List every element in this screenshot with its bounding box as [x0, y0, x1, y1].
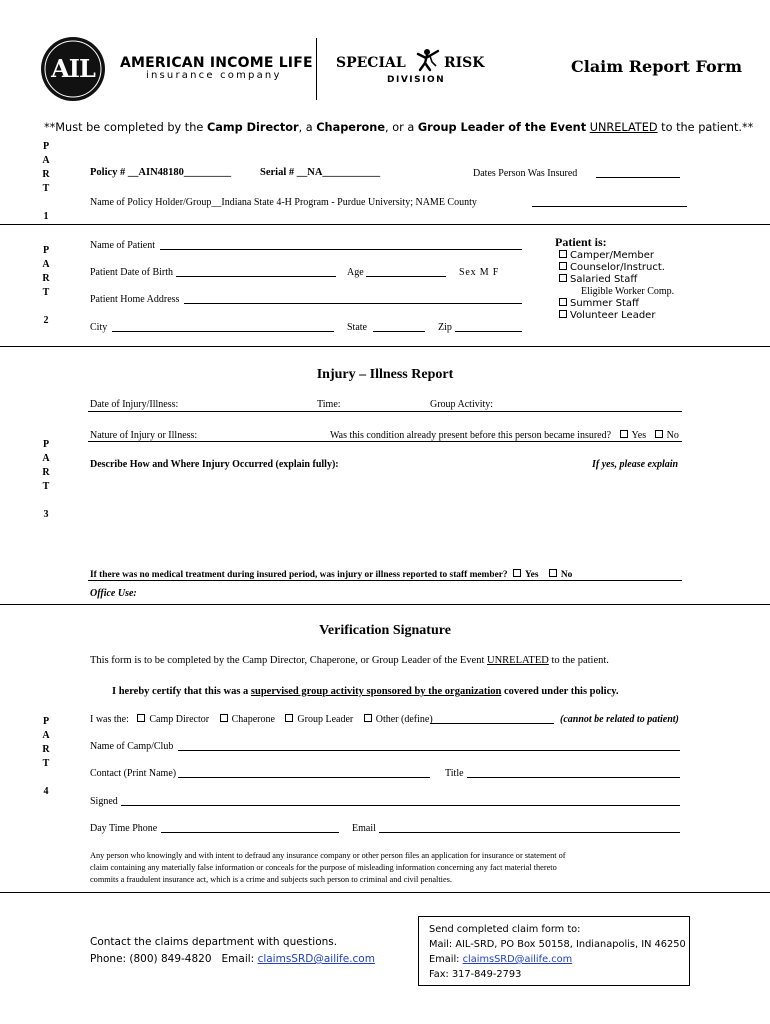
verification-intro: This form is to be completed by the Camp Director, Chaperone, or Group Leader of the Event UNRELATED to the patient.	[90, 655, 609, 666]
dates-insured-input[interactable]	[596, 167, 680, 178]
patient-address-input[interactable]	[184, 293, 522, 304]
title-input[interactable]	[467, 767, 680, 778]
part-1-divider	[0, 224, 770, 225]
patient-name-input[interactable]	[160, 239, 522, 250]
state-input[interactable]	[373, 321, 425, 332]
company-name: AMERICAN INCOME LIFE	[120, 55, 313, 71]
part-4-divider	[0, 892, 770, 893]
patient-dob-input[interactable]	[176, 266, 336, 277]
patient-is-label: Patient is:	[555, 235, 607, 249]
describe-injury-label: Describe How and Where Injury Occurred (explain fully):	[90, 459, 339, 470]
title-label: Title	[445, 768, 464, 779]
patient-type-volunteer-leader[interactable]: Volunteer Leader	[557, 310, 674, 322]
patient-type-summer-staff[interactable]: Summer Staff	[557, 298, 674, 310]
contact-name-label: Contact (Print Name)	[90, 768, 177, 779]
zip-input[interactable]	[455, 321, 522, 332]
serial-number-field[interactable]: Serial # __NA___________	[260, 167, 381, 178]
certification-statement: I hereby certify that this was a supervised group activity sponsored by the organization covered under this policy.	[112, 686, 619, 697]
patient-address-label: Patient Home Address	[90, 294, 180, 305]
company-subtitle: insurance company	[146, 70, 282, 81]
if-yes-explain-label: If yes, please explain	[592, 459, 679, 470]
city-input[interactable]	[112, 321, 334, 332]
contact-claims-line: Contact the claims department with questions.	[90, 936, 338, 948]
group-activity-label: Group Activity:	[430, 399, 494, 410]
division-label: DIVISION	[387, 75, 446, 85]
describe-injury-textarea[interactable]	[88, 475, 682, 565]
patient-type-list	[557, 250, 674, 322]
checkbox-icon[interactable]	[559, 262, 567, 270]
camp-name-label: Name of Camp/Club	[90, 741, 174, 752]
nature-injury-label: Nature of Injury or Illness:	[90, 430, 198, 441]
performer-figure-icon	[416, 48, 442, 72]
group-leader-checkbox-icon[interactable]	[285, 714, 293, 722]
injury-illness-title: Injury – Illness Report	[316, 367, 454, 382]
email-input[interactable]	[379, 822, 680, 833]
checkbox-icon[interactable]	[559, 274, 567, 282]
patient-type-camper[interactable]: Camper/Member	[557, 250, 674, 262]
policy-holder-label: Name of Policy Holder/Group__Indiana State 4-H Program - Purdue University; NAME County	[90, 197, 477, 208]
division-left: SPECIAL	[336, 55, 406, 71]
email-label: Email	[352, 823, 376, 834]
part-4-label: P A R T 4	[42, 716, 50, 797]
role-selection: I was the: Camp Director Chaperone Group Leader Other (define)	[90, 714, 433, 725]
box-claims-email-link[interactable]: claimsSRD@ailife.com	[462, 954, 573, 965]
no-treatment-line	[88, 570, 682, 581]
contact-phone-email: Phone: (800) 849-4820 Email: claimsSRD@ailife.com	[90, 953, 375, 965]
part-3-label: P A R T 3	[42, 439, 50, 520]
state-label: State	[347, 322, 367, 333]
contact-name-input[interactable]	[178, 767, 430, 778]
part-2-label: P A R T 2	[42, 245, 50, 326]
age-label: Age	[347, 267, 364, 278]
header-divider	[316, 38, 317, 100]
fraud-warning: Any person who knowingly and with intent to defraud any insurance company or other person files an application for insurance or statement of claim containing any materially false information or conceals for the purpose of misleading information concerning any fact material thereto commits a fraudulent insurance act, which is a crime and subjects such person to criminal and civil penalties.	[90, 851, 566, 884]
logo-monogram: AIL	[51, 54, 95, 83]
checkbox-icon[interactable]	[559, 298, 567, 306]
preexisting-question: Was this condition already present before this person became insured? Yes No	[330, 430, 679, 441]
completion-notice: **Must be completed by the Camp Director, a Chaperone, or a Group Leader of the Event UNRELATED to the patient.**	[44, 121, 754, 134]
no-treatment-question: If there was no medical treatment during insured period, was injury or illness reported to staff member? Yes No	[90, 570, 573, 580]
other-define-input[interactable]	[430, 713, 554, 724]
send-claim-details: Send completed claim form to: Mail: AIL-SRD, PO Box 50158, Indianapolis, IN 46250 Email: claimsSRD@ailife.com Fax: 317-849-2793	[429, 924, 686, 980]
zip-label: Zip	[438, 322, 452, 333]
nature-injury-input[interactable]	[88, 431, 682, 442]
policy-number-field[interactable]: Policy # __AIN48180_________	[90, 167, 232, 178]
checkbox-icon[interactable]	[559, 250, 567, 258]
patient-dob-label: Patient Date of Birth	[90, 267, 174, 278]
verification-title: Verification Signature	[319, 623, 451, 638]
day-phone-label: Day Time Phone	[90, 823, 158, 834]
division-right: RISK	[444, 55, 485, 71]
patient-type-salaried-staff[interactable]: Salaried Staff	[557, 274, 674, 286]
other-checkbox-icon[interactable]	[364, 714, 372, 722]
chaperone-checkbox-icon[interactable]	[220, 714, 228, 722]
city-label: City	[90, 322, 108, 333]
cannot-be-related-note: (cannot be related to patient)	[560, 714, 679, 725]
date-injury-label: Date of Injury/Illness:	[90, 399, 179, 410]
patient-type-counselor[interactable]: Counselor/Instruct.	[557, 262, 674, 274]
part-1-label: P A R T 1	[42, 141, 50, 222]
age-input[interactable]	[366, 266, 446, 277]
date-time-activity-input[interactable]	[88, 401, 682, 412]
signed-label: Signed	[90, 796, 118, 807]
sex-field[interactable]: Sex M F	[459, 267, 500, 278]
eligible-worker-comp-note: Eligible Worker Comp.	[581, 286, 675, 297]
part-2-divider	[0, 346, 770, 347]
patient-name-label: Name of Patient	[90, 240, 155, 251]
dates-insured-label: Dates Person Was Insured	[473, 168, 578, 179]
signature-input[interactable]	[121, 795, 680, 806]
office-use-label: Office Use:	[90, 588, 137, 599]
time-label: Time:	[317, 399, 341, 410]
checkbox-icon[interactable]	[559, 310, 567, 318]
day-phone-input[interactable]	[161, 822, 339, 833]
form-title: Claim Report Form	[571, 57, 742, 76]
claims-email-link[interactable]: claimsSRD@ailife.com	[257, 953, 375, 965]
camp-director-checkbox-icon[interactable]	[137, 714, 145, 722]
part-3-divider	[0, 604, 770, 605]
camp-name-input[interactable]	[178, 740, 680, 751]
policy-holder-input[interactable]	[532, 196, 687, 207]
